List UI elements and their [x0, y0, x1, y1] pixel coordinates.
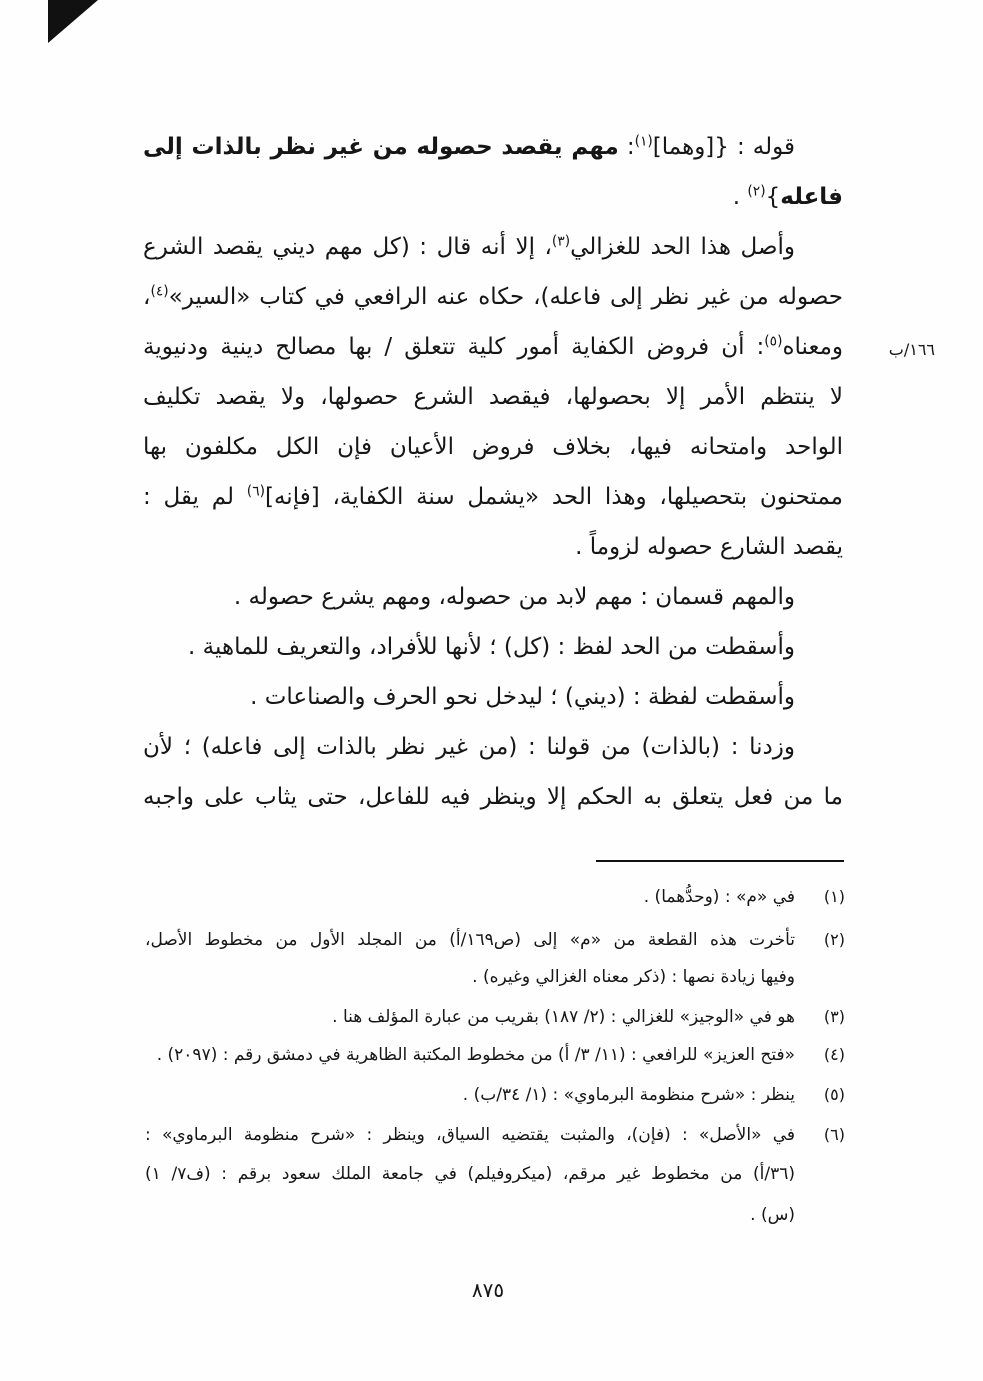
footnote-text: «فتح العزيز» للرافعي : (١١/ ٣/ أ) من مخطوط المكتبة الظاهرية في دمشق رقم : (٢٠٩٧) . [156, 1045, 795, 1065]
text-line [143, 672, 843, 722]
footnote-ref: (٦) [246, 483, 265, 500]
text-run: } [765, 184, 781, 210]
text-run: الواحد وامتحانه فيها، بخلاف فروض الأعيان فإن الكل مكلفون بها [143, 434, 843, 460]
text-run: ، [143, 284, 151, 310]
text-run: يقصد الشارع حصوله لزوماً . [575, 534, 843, 560]
footnote-ref: (٥) [764, 333, 783, 350]
text-run: حصوله من غير نظر إلى فاعله)، حكاه عنه الرافعي في كتاب «السير» [168, 284, 843, 310]
bold-text: مهم يقصد حصوله من غير نظر بالذات إلى [143, 134, 619, 160]
footnote-number: (١) [823, 887, 845, 906]
text-line [143, 172, 843, 222]
footnote-ref: (٤) [150, 283, 169, 300]
footnote-number: (٢) [823, 930, 845, 949]
footnote-number: (٣) [823, 1007, 845, 1026]
corner-triangle-icon [48, 0, 100, 44]
footnote-number: (٥) [823, 1085, 845, 1104]
footnote-separator [596, 860, 844, 862]
footnote-text: في «م» : (وحدُّهما) . [643, 887, 795, 907]
main-text [143, 0, 843, 830]
margin-folio-note: ١٦٦/ب [888, 340, 935, 359]
text-line [143, 522, 843, 572]
text-run: . [732, 184, 748, 210]
text-run: وأسقطت من الحد لفظ : (كل) ؛ لأنها للأفراد، والتعريف للماهية . [188, 634, 795, 660]
footnote-number: (٦) [823, 1125, 845, 1144]
footnote-ref: (٢) [747, 183, 766, 200]
text-run: : [618, 134, 635, 160]
text-run: قوله : {[وهما] [652, 134, 795, 160]
text-run: ومعناه [782, 334, 843, 360]
text-run: ممتحنون بتحصيلها، وهذا الحد «يشمل سنة الكفاية، [فإنه] [265, 484, 843, 510]
text-run: : أن فروض الكفاية أمور كلية تتعلق / بها مصالح دينية ودنيوية [143, 334, 765, 360]
text-line [143, 472, 843, 522]
footnote-text: في «الأصل» : (فإن)، والمثبت يقتضيه السياق، وينظر : «شرح منظومة البرماوي» : [145, 1125, 795, 1145]
footnote-text: ينظر : «شرح منظومة البرماوي» : (١/ ٣٤/ب) . [462, 1085, 795, 1105]
text-line [143, 772, 843, 822]
text-line [143, 272, 843, 322]
footnote-text: هو في «الوجيز» للغزالي : (٢/ ١٨٧) بقريب من عبارة المؤلف هنا . [332, 1007, 795, 1027]
text-run: ، إلا أنه قال : (كل مهم ديني يقصد الشرع [143, 234, 552, 260]
footnote-text: (٣٦/أ) من مخطوط غير مرقم، (ميكروفيلم) في جامعة الملك سعود برقم : (ف٧/ ١) [145, 1164, 795, 1184]
footnote-ref: (٣) [551, 233, 571, 250]
text-line [143, 122, 843, 172]
footnote-number: (٤) [823, 1045, 845, 1064]
text-run: وزدنا : (بالذات) من قولنا : (من غير نظر بالذات إلى فاعله) ؛ لأن [143, 734, 795, 760]
text-line [143, 572, 843, 622]
text-line [143, 322, 843, 372]
text-run: والمهم قسمان : مهم لابد من حصوله، ومهم يشرع حصوله . [233, 584, 795, 610]
text-run: ما من فعل يتعلق به الحكم إلا وينظر فيه للفاعل، حتى يثاب على واجبه [143, 784, 843, 810]
bold-text: فاعله [780, 184, 843, 210]
text-line [143, 622, 843, 672]
footnote-text: وفيها زيادة نصها : (ذكر معناه الغزالي وغيره) . [472, 967, 795, 987]
footnote-text: (س) . [750, 1205, 795, 1225]
text-run: لا ينتظم الأمر إلا بحصولها، فيقصد الشرع حصولها، ولا يقصد تكليف [143, 384, 843, 410]
text-line [143, 372, 843, 422]
text-line [143, 222, 843, 272]
text-line [143, 422, 843, 472]
footnote-text: تأخرت هذه القطعة من «م» إلى (ص١٦٩/أ) من المجلد الأول من مخطوط الأصل، [145, 930, 795, 950]
text-run: لم يقل : [143, 484, 247, 510]
text-line [143, 722, 843, 772]
footnote-ref: (١) [634, 133, 653, 150]
page-number: ٨٧٥ [471, 1278, 505, 1302]
text-run: وأسقطت لفظة : (ديني) ؛ ليدخل نحو الحرف والصناعات . [250, 684, 795, 710]
text-run: وأصل هذا الحد للغزالي [570, 234, 795, 260]
